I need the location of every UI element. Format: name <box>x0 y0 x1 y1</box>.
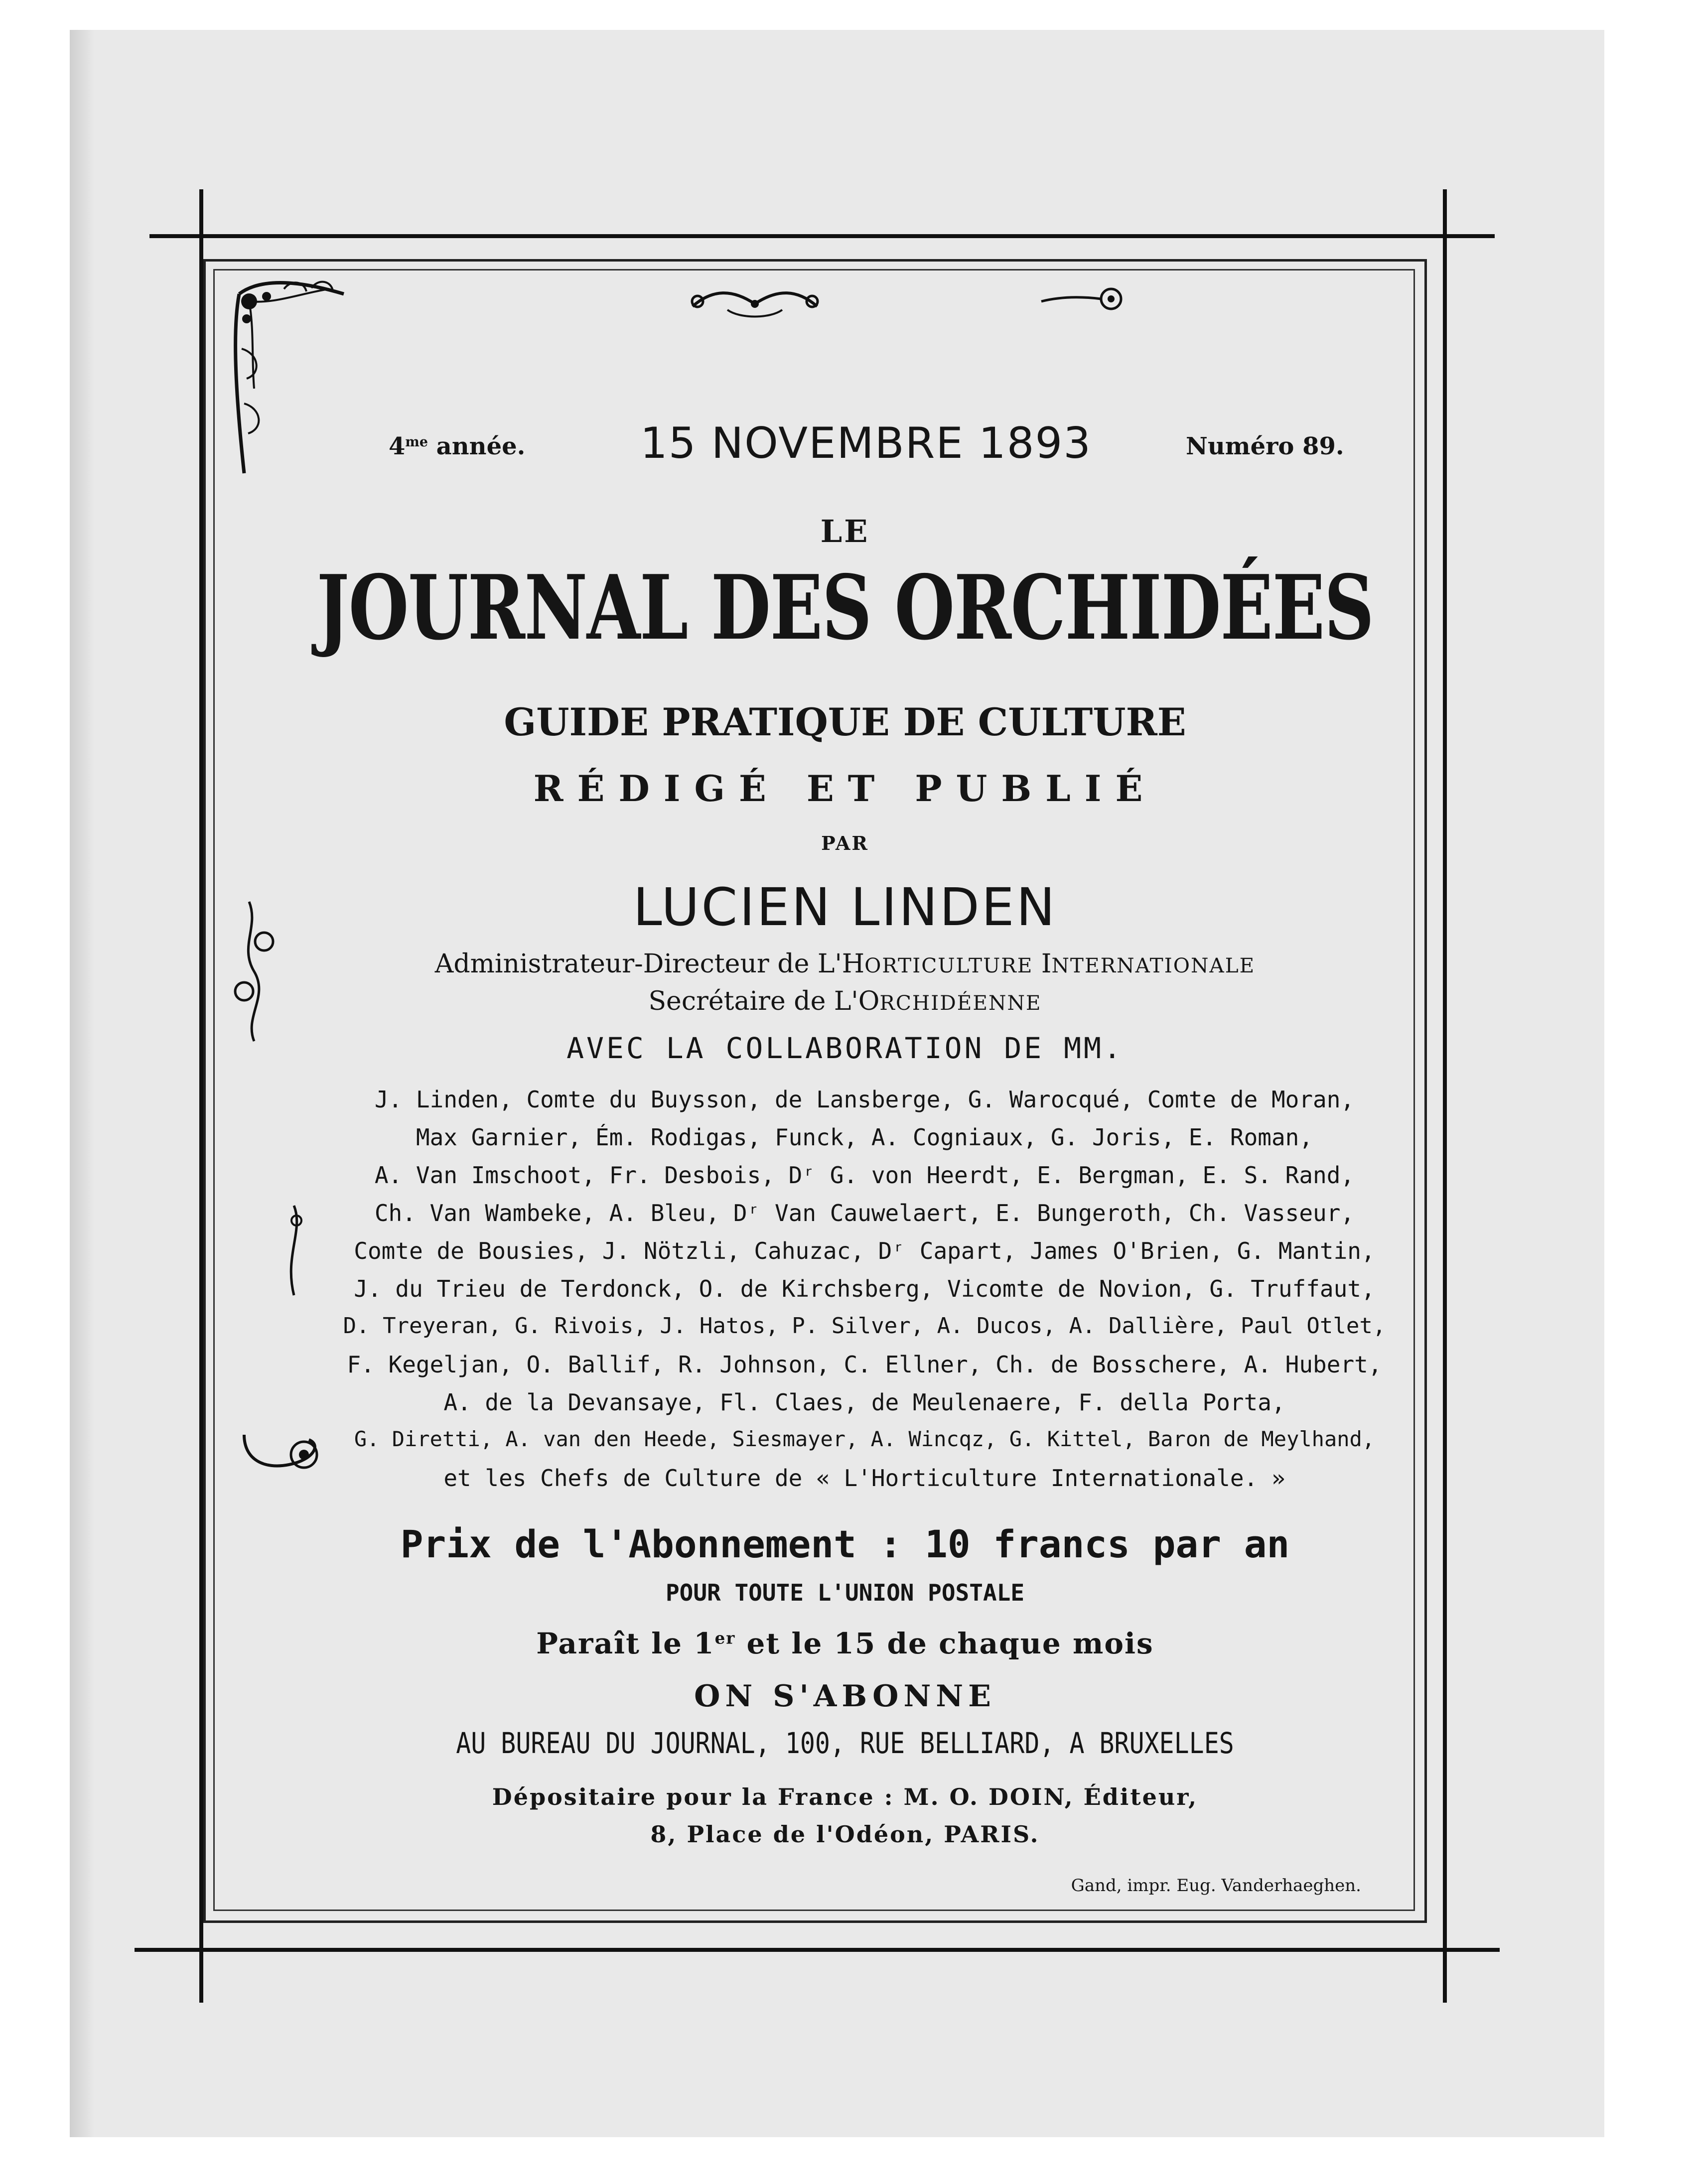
header-line <box>0 418 1690 473</box>
author-role-director: Administrateur-Directeur de L'HORTICULTURE INTERNATIONALE <box>434 949 1256 979</box>
collaborator-line: Ch. Van Wambeke, A. Bleu, Dʳ Van Cauwelaert, E. Bungeroth, Ch. Vasseur, <box>374 1200 1355 1227</box>
redige-et-publie: RÉDIGÉ ET PUBLIÉ <box>533 767 1157 810</box>
subscription-price: Prix de l'Abonnement : 10 francs par an <box>400 1522 1290 1566</box>
collaborator-line: et les Chefs de Culture de « L'Horticulture Internationale. » <box>443 1465 1285 1492</box>
collaborator-line: A. Van Imschoot, Fr. Desbois, Dʳ G. von Heerdt, E. Bergman, E. S. Rand, <box>374 1162 1355 1189</box>
top-right-scroll-ornament <box>1036 281 1131 316</box>
title-article: LE <box>820 513 870 549</box>
issue-number: Numéro 89. <box>1186 432 1344 460</box>
collaborator-line: Comte de Bousies, J. Nötzli, Cahuzac, Dʳ Capart, James O'Brien, G. Mantin, <box>354 1237 1375 1264</box>
top-scroll-ornament <box>683 279 827 324</box>
year-label: $4^{me}$ année. <box>389 432 526 460</box>
bureau-address: AU BUREAU DU JOURNAL, 100, RUE BELLIARD, A BRUXELLES <box>456 1726 1234 1760</box>
collaborator-line: F. Kegeljan, O. Ballif, R. Johnson, C. Ellner, Ch. de Bosschere, A. Hubert, <box>347 1351 1382 1378</box>
journal-title: JOURNAL DES ORCHIDÉES <box>316 555 1374 660</box>
printer-credit: Gand, impr. Eug. Vanderhaeghen. <box>1071 1876 1361 1896</box>
par-label: PAR <box>821 832 869 854</box>
author-role-secretary: Secrétaire de L'ORCHIDÉENNE <box>648 986 1042 1016</box>
collaborator-line: A. de la Devansaye, Fl. Claes, de Meulenaere, F. della Porta, <box>443 1389 1285 1416</box>
journal-subtitle: GUIDE PRATIQUE DE CULTURE <box>504 700 1186 744</box>
top-rule <box>149 234 1495 238</box>
issue-date: 15 NOVEMBRE 1893 <box>640 418 1092 468</box>
paris-address: 8, Place de l'Odéon, PARIS. <box>650 1821 1040 1848</box>
postal-union: POUR TOUTE L'UNION POSTALE <box>665 1579 1025 1606</box>
on-s-abonne: ON S'ABONNE <box>694 1679 996 1714</box>
collaborator-line: J. du Trieu de Terdonck, O. de Kirchsberg, Vicomte de Novion, G. Truffaut, <box>354 1275 1375 1302</box>
bottom-rule <box>135 1948 1500 1952</box>
depositaire-line: Dépositaire pour la France : M. O. DOIN, Éditeur, <box>492 1783 1198 1810</box>
collaborator-line: D. Treyeran, G. Rivois, J. Hatos, P. Silver, A. Ducos, A. Dallière, Paul Otlet, <box>343 1313 1386 1339</box>
collaborator-line: J. Linden, Comte du Buysson, de Lansberge, G. Warocqué, Comte de Moran, <box>374 1086 1355 1113</box>
author-name: LUCIEN LINDEN <box>633 877 1057 938</box>
collaborator-line: Max Garnier, Ém. Rodigas, Funck, A. Cogniaux, G. Joris, E. Roman, <box>416 1124 1313 1151</box>
collaboration-heading: AVEC LA COLLABORATION DE MM. <box>566 1031 1124 1065</box>
collaborator-line: G. Diretti, A. van den Heede, Siesmayer, A. Wincqz, G. Kittel, Baron de Meylhand, <box>354 1427 1375 1451</box>
publication-schedule: Paraît le 1er et le 15 de chaque mois <box>536 1627 1154 1660</box>
